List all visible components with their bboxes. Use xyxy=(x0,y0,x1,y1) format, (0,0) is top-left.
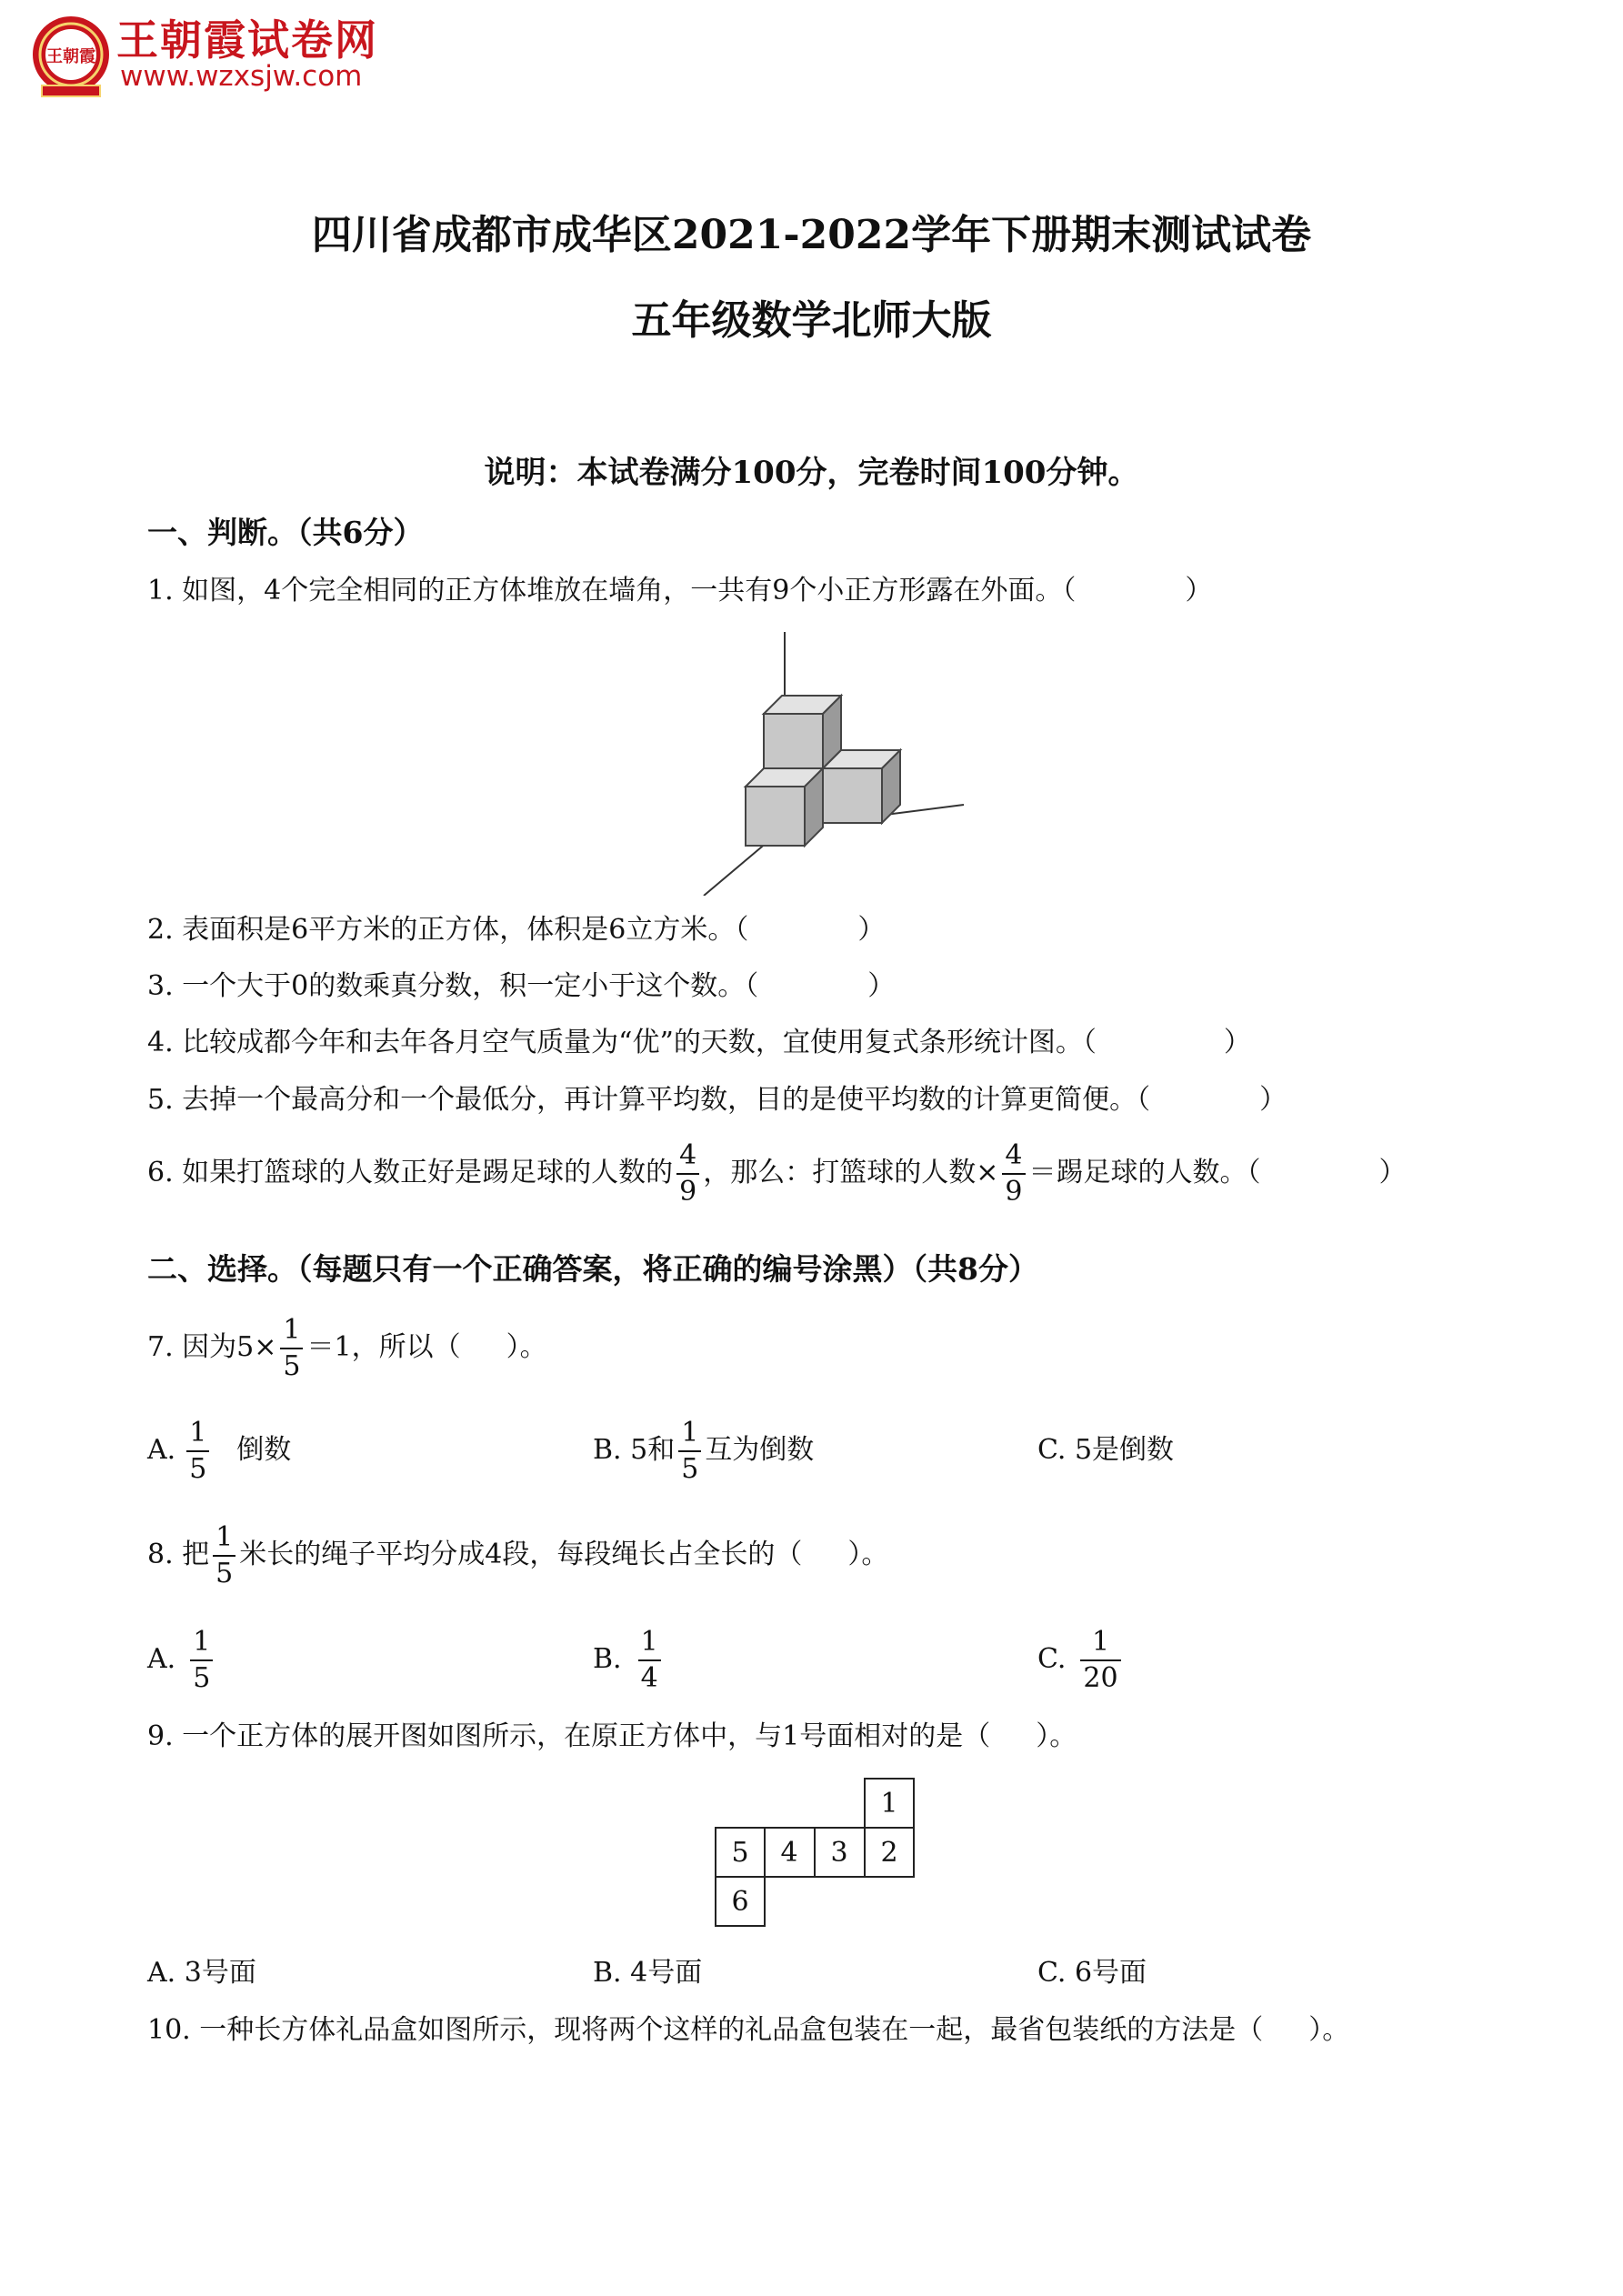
question-7: 7. 因为5× $\frac{1}{5}$ ＝1，所以（ ）。 xyxy=(147,1314,547,1382)
stacked-cubes-figure xyxy=(691,632,982,896)
exam-note: 说明：本试卷满分100分，完卷时间100分钟。 xyxy=(484,455,1139,491)
q7-option-b[interactable]: B. 5和 $\frac{1}{5}$ 互为倒数 xyxy=(593,1417,815,1485)
net-face-4: 4 xyxy=(780,1837,798,1869)
q9-option-b[interactable]: B. 4号面 xyxy=(593,1957,703,1989)
fraction-4-9: $\frac{4}{9}$ xyxy=(1002,1142,1025,1206)
net-face-6: 6 xyxy=(731,1886,749,1918)
question-10: 10. 一种长方体礼品盒如图所示，现将两个这样的礼品盒包装在一起，最省包装纸的方法是（ ）。 xyxy=(147,2014,1350,2046)
q7-option-a[interactable]: A. $\frac{1}{5}$ 倒数 xyxy=(147,1417,292,1485)
net-face-2: 2 xyxy=(880,1837,898,1869)
q8-option-b[interactable]: B. $\frac{1}{4}$ xyxy=(593,1623,665,1696)
section-heading-choice: 二、选择。（每题只有一个正确答案，将正确的编号涂黑）（共8分） xyxy=(147,1251,1038,1287)
brand-seal-icon xyxy=(27,13,115,100)
q8-option-c[interactable]: C. $\frac{1}{20}$ xyxy=(1037,1623,1125,1696)
fraction-1-5: $\frac{1}{5}$ xyxy=(280,1317,303,1380)
question-9: 9. 一个正方体的展开图如图所示，在原正方体中，与1号面相对的是（ ）。 xyxy=(147,1720,1077,1752)
question-2: 2. 表面积是6平方米的正方体，体积是6立方米。（ ） xyxy=(147,914,886,946)
question-8: 8. 把 $\frac{1}{5}$ 米长的绳子平均分成4段，每段绳长占全长的（ ）。 xyxy=(147,1521,889,1589)
q8-option-a[interactable]: A. $\frac{1}{5}$ xyxy=(147,1623,216,1696)
cube-net-figure xyxy=(715,1778,918,1930)
brand-name: 王朝霞试卷网 xyxy=(116,15,378,65)
question-4: 4. 比较成都今年和去年各月空气质量为“优”的天数，宜使用复式条形统计图。（ ） xyxy=(147,1027,1251,1058)
fraction-4-9: $\frac{4}{9}$ xyxy=(676,1142,699,1206)
net-face-3: 3 xyxy=(830,1837,848,1869)
brand-url[interactable]: www.wzxsjw.com xyxy=(120,60,363,93)
question-1: 1. 如图，4个完全相同的正方体堆放在墙角，一共有9个小正方形露在外面。（ ） xyxy=(147,575,1213,607)
q9-option-c[interactable]: C. 6号面 xyxy=(1037,1957,1147,1989)
svg-text:王朝霞: 王朝霞 xyxy=(46,47,95,66)
question-3: 3. 一个大于0的数乘真分数，积一定小于这个数。（ ） xyxy=(147,970,896,1002)
q7-option-c[interactable]: C. 5是倒数 xyxy=(1037,1434,1175,1466)
question-5: 5. 去掉一个最高分和一个最低分，再计算平均数，目的是使平均数的计算更简便。（ ） xyxy=(147,1084,1287,1116)
section-heading-judge: 一、判断。（共6分） xyxy=(147,515,424,550)
net-face-1: 1 xyxy=(880,1788,898,1820)
page-subtitle: 五年级数学北师大版 xyxy=(631,297,992,344)
q9-option-a[interactable]: A. 3号面 xyxy=(147,1957,256,1989)
question-6: 6. 如果打篮球的人数正好是踢足球的人数的 $\frac{4}{9}$ ，那么：打篮球的人数× $\frac{4}{9}$ ＝踢足球的人数。（ ） xyxy=(147,1139,1407,1208)
page-title: 四川省成都市成华区2021-2022学年下册期末测试试卷 xyxy=(311,212,1312,258)
net-face-5: 5 xyxy=(731,1837,749,1869)
